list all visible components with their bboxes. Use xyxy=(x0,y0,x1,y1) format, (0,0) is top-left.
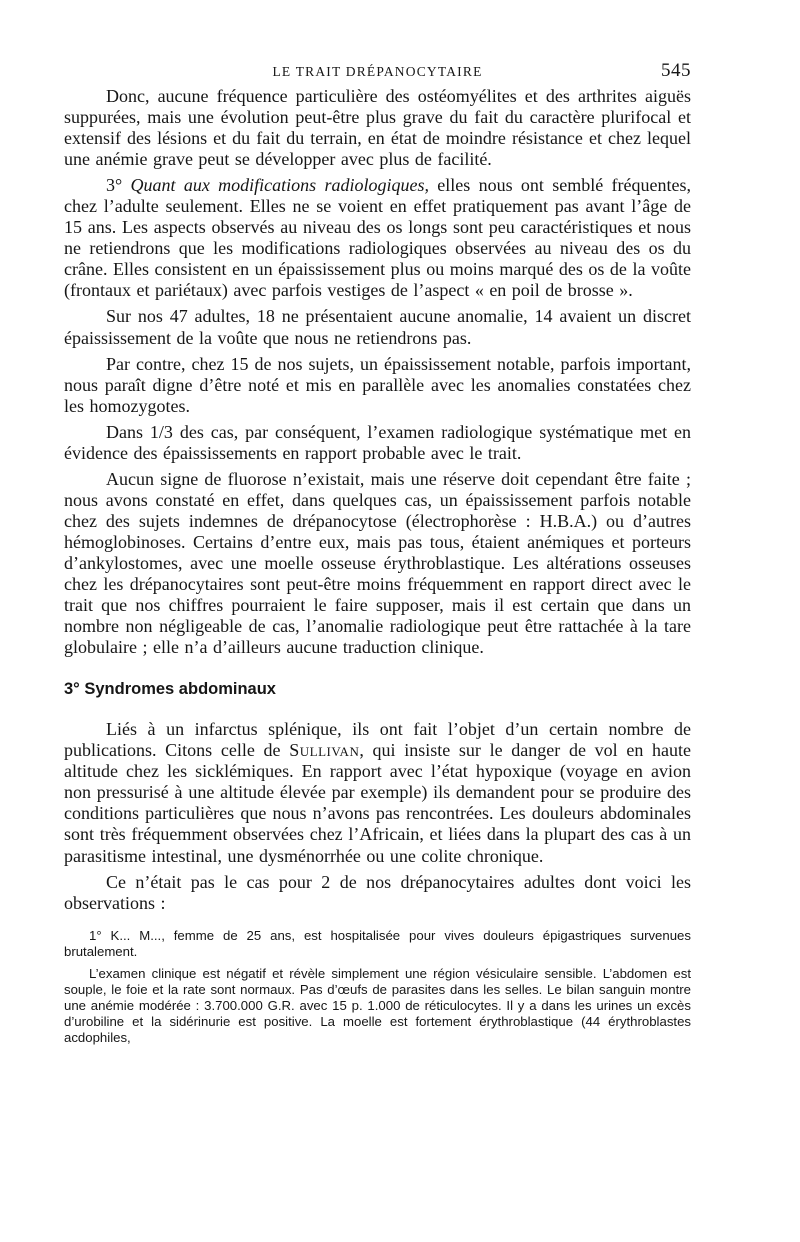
italic-phrase: Quant aux modifications radiologiques, xyxy=(130,175,429,196)
paragraph-thickening: Par contre, chez 15 de nos sujets, un épaississement notable, parfois important, nous paraît digne d’être noté et mis en parallèle avec les anomalies constatées chez les homozygotes. xyxy=(64,353,691,416)
running-header xyxy=(64,60,691,86)
paragraph-one-third: Dans 1/3 des cas, par conséquent, l’examen radiologique systématique met en évidence des épaississements en rapport probable avec le trait. xyxy=(64,421,691,463)
observation-case-1: 1° K... M..., femme de 25 ans, est hospitalisée pour vives douleurs épigastriques survenues brutalement. xyxy=(64,927,691,959)
paragraph-text: , qui insiste sur le danger de vol en haute altitude chez les sicklémiques. En rapport avec l’état hypoxique (voyage en avion non pressurisé à une altitude élevée par exemple) ils demandent pour se produire des conditions particulières que nous n’avons pas rencontrées. Les douleurs abdominales sont très fréquemment observées chez l’Africain, et liées dans la plupart des cas à un parasitisme intestinal, une dysménorrhée ou une colite chronique. xyxy=(64,740,691,866)
page-number: 545 xyxy=(661,60,691,81)
list-marker: 3° xyxy=(106,175,131,196)
running-title: LE TRAIT DRÉPANOCYTAIRE xyxy=(272,64,483,79)
paragraph-osteomyelitis: Donc, aucune fréquence particulière des ostéomyélites et des arthrites aiguës suppurées, mais une évolution peut-être plus grave du fait du caractère plurifocal et extensif des lésions et du fait du terrain, en état de moindre résistance et chez lequel une anémie grave peut se développer avec plus de facilité. xyxy=(64,86,691,170)
paragraph-fluorosis: Aucun signe de fluorose n’existait, mais une réserve doit cependant être faite ; nous avons constaté en effet, dans quelques cas, un épaississement parfois notable chez des sujets indemnes de drépanocytose (électrophorèse : H.B.A.) ou d’autres hémoglobinoses. Certains d’entre eux, mais pas tous, étaient anémiques et porteurs d’ankylostomes, avec une moelle osseuse érythroblastique. Les altérations osseuses chez les drépanocytaires sont peut-être moins fréquemment en rapport direct avec le trait que nos chiffres pourraient le faire supposer, mais il est certain que dans un nombre non négligeable de cas, l’anomalie radiologique peut être rattachée à la tare globulaire ; elle n’a d’ailleurs aucune traduction clinique. xyxy=(64,468,691,658)
observation-exam: L’examen clinique est négatif et révèle simplement une région vésiculaire sensible. L’abdomen est souple, le foie et la rate sont normaux. Pas d’œufs de parasites dans les selles. Le bilan sanguin montre une anémie modérée : 3.700.000 G.R. avec 15 p. 1.000 de réticulocytes. Il y a dans les urines un excès d’urobiline et la sidérinurie est positive. La moelle est fortement érythroblastique (44 érythroblastes acdophiles, xyxy=(64,965,691,1045)
section-heading: 3° Syndromes abdominaux xyxy=(64,680,276,699)
paragraph-text: elles nous ont semblé fréquentes, chez l’adulte seulement. Elles ne se voient en effet pratiquement pas avant l’âge de 15 ans. Les aspects observés au niveau des os longs sont peu caractéristiques et nous ne retiendrons que les modifications radiologiques observées au niveau des os du crâne. Elles consistent en un épaississement plus ou moins marqué des os de la voûte (frontaux et pariétaux) avec parfois vestiges de l’aspect « en poil de brosse ». xyxy=(64,175,691,301)
paragraph-text: Liés à un infarctus splénique, ils ont fait l’objet d’un certain nombre de publications. Citons celle de xyxy=(64,719,691,761)
author-name: Sullivan xyxy=(289,740,360,761)
book-page xyxy=(64,60,691,1046)
paragraph-observations-intro: Ce n’était pas le cas pour 2 de nos drépanocytaires adultes dont voici les observations : xyxy=(64,871,691,913)
paragraph-infarction xyxy=(64,719,691,866)
paragraph-adults-count: Sur nos 47 adultes, 18 ne présentaient aucune anomalie, 14 avaient un discret épaississement de la voûte que nous ne retiendrons pas. xyxy=(64,306,691,348)
paragraph-radiological xyxy=(64,175,691,301)
observation-block xyxy=(64,928,691,1046)
